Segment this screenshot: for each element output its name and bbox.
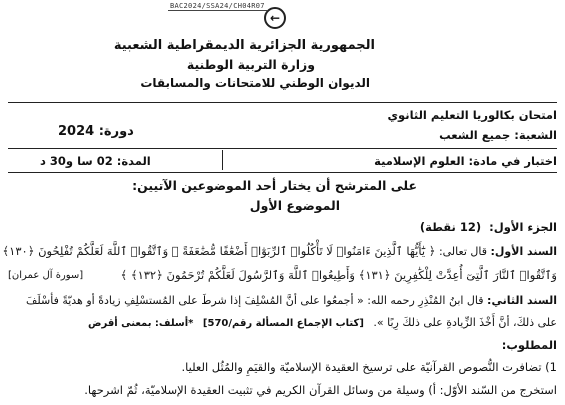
text1-line2 bbox=[120, 268, 557, 282]
duration-value: 02 سا و30 د bbox=[40, 154, 113, 168]
document-code: BAC2024/SSA24/CH04R07 bbox=[170, 2, 265, 10]
text1-reference: [سورة آل عمران] bbox=[8, 270, 84, 281]
text2-note: *أسلف: بمعنى أقرض bbox=[88, 318, 194, 329]
text2-text-line2: على ذلكَ، أنَّ أَخْذَ الزِّيادةِ على ذلكَ رِبًا ». bbox=[373, 316, 557, 329]
header-divider bbox=[8, 102, 557, 103]
text1-line1 bbox=[2, 244, 557, 258]
choose-instruction: على المترشح أن يختار أحد الموضوعين الآتيين: bbox=[132, 178, 417, 193]
session-label: دورة: bbox=[98, 124, 134, 139]
info-separator bbox=[222, 150, 223, 170]
subject-divider bbox=[8, 172, 557, 173]
exam-title: امتحان بكالوريا التعليم الثانوي bbox=[387, 108, 557, 122]
duration-label: المدة: bbox=[116, 154, 151, 168]
required-label: المطلوب: bbox=[501, 338, 557, 352]
back-arrow-icon[interactable]: ← bbox=[264, 7, 286, 29]
subject-label: اختبار في مادة: العلوم الإسلامية bbox=[374, 154, 557, 168]
question-1a: استخرج من السّند الأوّل: أ) وسيلة من وسائل القرآن الكريم في تثبيت العقيدة الإسلاميّة، ثُمّ اشرحها. bbox=[84, 383, 557, 397]
text1-verse-line1: ﴿ يَٰٓأَيُّهَا ٱلَّذِينَ ءَامَنُوا۟ لَا تَأْكُلُوا۟ ٱلرِّبَوٰٓا۟ أَضْعَٰفًا مُّضَٰعَفَةً ۖ وَٱتَّقُوا۟ ٱللَّهَ لَعَلَّكُمْ تُفْلِحُونَ ﴿١٣٠﴾ bbox=[2, 244, 436, 258]
text1-verse-line2: وَٱتَّقُوا۟ ٱلنَّارَ ٱلَّتِىٓ أُعِدَّتْ لِلْكَٰفِرِينَ ﴿١٣١﴾ وَأَطِيعُوا۟ ٱللَّهَ وَٱلرَّسُولَ لَعَلَّكُمْ تُرْحَمُونَ ﴿١٣٢﴾ ﴾ bbox=[120, 268, 557, 282]
ministry-title: وزارة التربية الوطنية bbox=[186, 57, 315, 72]
session bbox=[58, 124, 134, 139]
text2-text-line1: قال ابنُ المُنْذِرِ رحمه الله: « أجمعُوا على أنَّ المُسْلِفَ إذا شرطَ على المُستسْلِفِ زيادةً أو هديّةً فأسْلَفَ bbox=[25, 294, 484, 307]
text1-label: السند الأول: bbox=[490, 245, 557, 258]
text2-source: [كتاب الإجماع المسألة رقم/570] bbox=[202, 318, 364, 329]
text2-line1 bbox=[26, 294, 557, 307]
question-1: 1) تضافرت النُّصوص القرآنيّة على ترسيخ العقيدة الإسلاميّة والقيَمِ والمُثُل العليا. bbox=[181, 360, 557, 374]
text2-line2 bbox=[88, 316, 557, 329]
part1-points: (12 نقطة) bbox=[419, 220, 482, 234]
info-divider bbox=[8, 148, 557, 149]
duration bbox=[40, 154, 151, 168]
republic-title: الجمهورية الجزائرية الديمقراطية الشعبية bbox=[113, 38, 375, 53]
text2-label: السند الثاني: bbox=[487, 294, 557, 307]
text1-intro: قال تعالى: bbox=[438, 245, 487, 258]
session-value: 2024 bbox=[58, 124, 95, 139]
branch-label: الشعبة: جميع الشعب bbox=[439, 128, 557, 142]
part1-label: الجزء الأول: bbox=[489, 220, 557, 234]
topic-title: الموضوع الأول bbox=[249, 198, 340, 213]
office-title: الديوان الوطني للامتحانات والمسابقات bbox=[140, 76, 370, 90]
part1-heading bbox=[420, 220, 557, 234]
